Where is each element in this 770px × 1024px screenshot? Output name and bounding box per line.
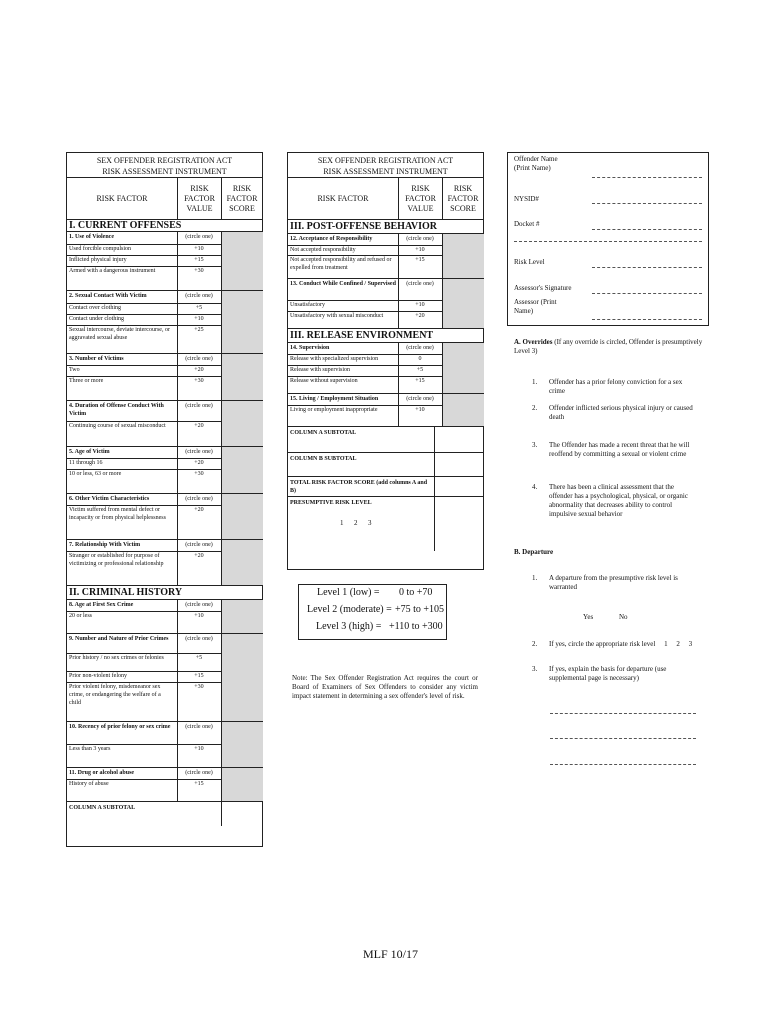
- nysid-field[interactable]: [592, 203, 702, 204]
- score-cell[interactable]: [221, 401, 263, 446]
- risk-item-value[interactable]: +10: [415, 247, 425, 253]
- circle-one-label: (circle one): [185, 293, 213, 299]
- risk-item-label: Unsatisfactory with sexual misconduct: [290, 313, 384, 319]
- risk-item-label: Stranger or established for purpose of victimizing or professional relationship: [69, 553, 164, 567]
- risk-item-value[interactable]: +15: [194, 673, 204, 679]
- level-1-label: Level 1 (low) =: [317, 587, 380, 598]
- col-score: RISK FACTOR SCORE: [221, 178, 262, 219]
- risk-factor-title: 3. Number of Victims: [69, 356, 124, 362]
- offender-info-box: [507, 152, 709, 326]
- risk-item-value[interactable]: +5: [416, 367, 424, 373]
- assessor-signature-field[interactable]: [592, 293, 702, 294]
- right-table-title: [288, 153, 483, 178]
- risk-item-value[interactable]: +20: [194, 367, 204, 373]
- risk-factor-title: 14. Supervision: [290, 345, 330, 351]
- form-title-line1: SEX OFFENDER REGISTRATION ACT: [96, 156, 233, 165]
- col-a-subtotal-label: COLUMN A SUBTOTAL: [290, 430, 357, 436]
- risk-item-value[interactable]: +5: [195, 305, 203, 311]
- risk-item-label: Sexual intercourse, deviate intercourse, or aggravated sexual abuse: [69, 327, 170, 341]
- risk-item-value[interactable]: +25: [194, 327, 204, 333]
- col-b-subtotal-cell[interactable]: [434, 453, 483, 476]
- risk-item-label: Three or more: [69, 378, 104, 384]
- assessor-signature-label: Assessor's Signature: [514, 284, 572, 292]
- departure-text: If yes, explain the basis for departure (use supplemental page is necessary): [549, 665, 669, 682]
- score-cell[interactable]: [442, 279, 484, 328]
- risk-factor-title: 4. Duration of Offense Conduct With Victim: [69, 403, 164, 417]
- form-footer: MLF 10/17: [363, 947, 419, 961]
- risk-factor-group: [67, 600, 262, 634]
- circle-one-label: (circle one): [406, 236, 434, 242]
- level-2-label: Level 2 (moderate) =: [307, 604, 392, 615]
- risk-factor-group: [67, 768, 262, 802]
- score-cell[interactable]: [442, 234, 484, 278]
- risk-item-label: Contact under clothing: [69, 316, 124, 322]
- risk-item-value[interactable]: +15: [415, 257, 425, 263]
- risk-factor-group: [288, 279, 483, 329]
- risk-item-value[interactable]: +15: [194, 781, 204, 787]
- left-subtotal-cell[interactable]: [221, 802, 262, 826]
- risk-item-label: Release with supervision: [290, 367, 350, 373]
- risk-item-value[interactable]: +10: [194, 613, 204, 619]
- circle-one-label: (circle one): [406, 396, 434, 402]
- right-body-post-offense: [288, 234, 483, 329]
- risk-item-value[interactable]: +10: [415, 407, 425, 413]
- circle-one-label: (circle one): [185, 449, 213, 455]
- risk-factor-title: 9. Number and Nature of Prior Crimes: [69, 636, 169, 642]
- departure-yes[interactable]: Yes: [583, 613, 594, 621]
- risk-item-label: Continuing course of sexual misconduct: [69, 423, 166, 429]
- offender-name-label: Offender Name (Print Name): [514, 155, 558, 172]
- risk-item-label: History of abuse: [69, 781, 109, 787]
- risk-item-value[interactable]: +15: [415, 378, 425, 384]
- risk-item-label: Armed with a dangerous instrument: [69, 268, 156, 274]
- right-body-release: [288, 343, 483, 427]
- circle-one-label: (circle one): [185, 636, 213, 642]
- risk-factor-title: 15. Living / Employment Situation: [290, 396, 379, 402]
- departure-no[interactable]: No: [619, 613, 628, 621]
- risk-factor-group: [67, 354, 262, 401]
- override-text: There has been a clinical assessment that the offender has a psychological, physical, or organic abnormality that decreases ability to control impulsive sexual behavior: [549, 483, 688, 518]
- risk-factor-title: 2. Sexual Contact With Victim: [69, 293, 147, 299]
- risk-item-label: Not accepted responsibility: [290, 247, 356, 253]
- risk-item-value[interactable]: +10: [194, 316, 204, 322]
- docket-label: Docket #: [514, 220, 540, 228]
- risk-item-label: Not accepted responsibility and refused or expelled from treatment: [290, 257, 392, 271]
- score-cell[interactable]: [221, 634, 263, 721]
- risk-item-label: Victim suffered from mental defect or incapacity or from physical helplessness: [69, 507, 166, 521]
- risk-item-label: Unsatisfactory: [290, 302, 325, 308]
- col-score-r: RISK FACTOR SCORE: [442, 178, 483, 219]
- presumptive-cell: [288, 497, 434, 551]
- presumptive-row: [288, 497, 483, 551]
- section-current-offenses: I. CURRENT OFFENSES: [67, 220, 262, 232]
- override-number[interactable]: 2.: [532, 404, 538, 412]
- risk-factor-title: 6. Other Victim Characteristics: [69, 496, 150, 502]
- risk-item-label: Inflicted physical injury: [69, 257, 127, 263]
- risk-item-value[interactable]: +10: [194, 246, 204, 252]
- assessor-name-label: Assessor (Print Name): [514, 298, 557, 315]
- circle-one-label: (circle one): [185, 602, 213, 608]
- col-value-r: RISK FACTOR VALUE: [398, 178, 442, 219]
- assessor-name-field[interactable]: [592, 319, 702, 320]
- circle-one-label: (circle one): [185, 496, 213, 502]
- risk-item-value[interactable]: +30: [194, 471, 204, 477]
- level-2-range: +75 to +105: [395, 604, 445, 615]
- risk-item-label: Living or employment inappropriate: [290, 407, 378, 413]
- circle-one-label: (circle one): [185, 356, 213, 362]
- risk-item-value[interactable]: +20: [194, 423, 204, 429]
- risk-factor-group: [67, 634, 262, 722]
- risk-item-value[interactable]: +20: [194, 553, 204, 559]
- override-text: The Offender has made a recent threat that he will reoffend by committing a sexual or violent crime: [549, 441, 690, 458]
- right-risk-table: [287, 152, 484, 570]
- col-risk-factor-r: RISK FACTOR: [317, 193, 369, 203]
- risk-factor-title: 5. Age of Victim: [69, 449, 110, 455]
- explain-line-3[interactable]: [550, 764, 696, 765]
- section-post-offense: III. POST-OFFENSE BEHAVIOR: [288, 220, 483, 234]
- total-score-cell[interactable]: [434, 477, 483, 496]
- risk-item-label: Release with specialized supervision: [290, 356, 379, 362]
- risk-level-field[interactable]: [592, 267, 702, 268]
- note-text: Note: The Sex Offender Registration Act requires the court or Board of Examiners of Sex Offenders to consider any victim impact statement in determining a sex offender's level of risk.: [292, 674, 478, 700]
- risk-item-value[interactable]: +5: [195, 655, 203, 661]
- risk-item-label: Prior non-violent felony: [69, 673, 127, 679]
- risk-item-value[interactable]: +30: [194, 378, 204, 384]
- score-cell[interactable]: [221, 447, 263, 493]
- risk-factor-group: [67, 494, 262, 540]
- circle-one-label: (circle one): [185, 770, 213, 776]
- presumptive-level-options[interactable]: 1 2 3: [340, 519, 372, 527]
- risk-factor-title: 13. Conduct While Confined / Supervised: [290, 281, 396, 287]
- departure-number: 2.: [532, 640, 538, 648]
- circle-one-label: (circle one): [185, 724, 213, 730]
- score-cell[interactable]: [221, 540, 263, 585]
- override-text: Offender inflicted serious physical injury or caused death: [549, 404, 693, 421]
- left-subtotal-label: COLUMN A SUBTOTAL: [69, 805, 136, 811]
- explain-line-1[interactable]: [550, 713, 696, 714]
- risk-level-label: Risk Level: [514, 258, 545, 266]
- risk-item-value[interactable]: +20: [415, 313, 425, 319]
- risk-factor-group: [67, 291, 262, 354]
- explain-line-2[interactable]: [550, 738, 696, 739]
- total-score-label: TOTAL RISK FACTOR SCORE (add columns A and B): [290, 480, 428, 494]
- risk-item-value[interactable]: 0: [418, 356, 422, 362]
- right-col-b-subtotal: [288, 453, 483, 477]
- risk-factor-group: [288, 234, 483, 279]
- offender-name-field[interactable]: [592, 177, 702, 178]
- total-score-row: [288, 477, 483, 497]
- risk-factor-group: [67, 401, 262, 447]
- overrides-head-text: (If any override is circled, Offender is presumptively Level 3): [514, 338, 703, 355]
- risk-factor-title: 10. Recency of prior felony or sex crime: [69, 724, 171, 730]
- nysid-label: NYSID#: [514, 195, 539, 203]
- risk-item-label: Prior violent felony, misdemeanor sex crime, or endangering the welfare of a child: [69, 684, 161, 706]
- score-cell[interactable]: [442, 343, 484, 393]
- level-3-range: +110 to +300: [389, 621, 443, 632]
- score-cell[interactable]: [221, 354, 263, 400]
- risk-item-label: 10 or less, 63 or more: [69, 471, 122, 477]
- risk-item-value[interactable]: +10: [415, 302, 425, 308]
- level-3-label: Level 3 (high) =: [316, 621, 382, 632]
- override-number[interactable]: 1.: [532, 378, 538, 386]
- score-cell[interactable]: [221, 768, 263, 801]
- risk-item-label: 20 or less: [69, 613, 92, 619]
- left-column-headers: [67, 178, 262, 220]
- risk-factor-title: 7. Relationship With Victim: [69, 542, 141, 548]
- score-cell[interactable]: [221, 600, 263, 633]
- section-release-env: III. RELEASE ENVIRONMENT: [288, 329, 483, 343]
- departure-number: 3.: [532, 665, 538, 673]
- circle-one-label: (circle one): [406, 345, 434, 351]
- risk-item-value[interactable]: +15: [194, 257, 204, 263]
- circle-one-label: (circle one): [406, 281, 434, 287]
- risk-item-value[interactable]: +30: [194, 268, 204, 274]
- risk-item-value[interactable]: +20: [194, 507, 204, 513]
- risk-factor-title: 11. Drug or alcohol abuse: [69, 770, 135, 776]
- right-column-headers: [288, 178, 483, 220]
- left-risk-table: [66, 152, 263, 847]
- override-text: Offender has a prior felony conviction for a sex crime: [549, 378, 683, 395]
- overrides-heading: [514, 338, 704, 356]
- overrides-head-bold: A. Overrides: [514, 338, 553, 346]
- risk-item-label: 11 through 16: [69, 460, 103, 466]
- risk-factor-group: [67, 722, 262, 768]
- col-value: RISK FACTOR VALUE: [177, 178, 221, 219]
- left-table-body: [67, 232, 262, 826]
- circle-one-label: (circle one): [185, 542, 213, 548]
- col-b-subtotal-label: COLUMN B SUBTOTAL: [290, 456, 357, 462]
- risk-item-value[interactable]: +10: [194, 746, 204, 752]
- score-cell[interactable]: [221, 494, 263, 539]
- right-title-line2: RISK ASSESSMENT INSTRUMENT: [323, 167, 448, 176]
- score-cell[interactable]: [221, 291, 263, 353]
- col-a-subtotal-cell[interactable]: [434, 427, 483, 452]
- presumptive-label: PRESUMPTIVE RISK LEVEL: [290, 500, 372, 506]
- risk-item-label: Release without supervision: [290, 378, 358, 384]
- risk-factor-group: [67, 447, 262, 494]
- risk-factor-group: [288, 343, 483, 394]
- left-col-a-subtotal: [67, 802, 262, 826]
- risk-item-value[interactable]: +20: [194, 460, 204, 466]
- risk-item-label: Two: [69, 367, 80, 373]
- score-cell[interactable]: [221, 722, 263, 767]
- departure-text: A departure from the presumptive risk level is warranted: [549, 574, 680, 591]
- risk-factor-group: [67, 232, 262, 291]
- col-risk-factor: RISK FACTOR: [96, 193, 148, 203]
- risk-item-label: Used forcible compulsion: [69, 246, 131, 252]
- left-table-title: [67, 153, 262, 178]
- departure-number: 1.: [532, 574, 538, 582]
- override-number[interactable]: 3.: [532, 441, 538, 449]
- form-title-line2: RISK ASSESSMENT INSTRUMENT: [102, 167, 227, 176]
- score-cell[interactable]: [221, 232, 263, 290]
- presumptive-score-cell: [434, 497, 483, 551]
- score-cell[interactable]: [442, 394, 484, 426]
- risk-factor-title: 12. Acceptance of Responsibility: [290, 236, 373, 242]
- risk-item-label: Less than 3 years: [69, 746, 111, 752]
- risk-factor-title: 8. Age at First Sex Crime: [69, 602, 134, 608]
- right-col-a-subtotal: [288, 427, 483, 453]
- risk-factor-group: [67, 540, 262, 586]
- levels-box: [298, 584, 447, 640]
- risk-factor-title: 1. Use of Violence: [69, 234, 114, 240]
- risk-item-value[interactable]: +30: [194, 684, 204, 690]
- departure-text: If yes, circle the appropriate risk level 1 2 3: [549, 640, 693, 648]
- circle-one-label: (circle one): [185, 234, 213, 240]
- override-number[interactable]: 4.: [532, 483, 538, 491]
- docket-field[interactable]: [592, 229, 702, 230]
- risk-factor-group: [288, 394, 483, 427]
- right-title-line1: SEX OFFENDER REGISTRATION ACT: [317, 156, 454, 165]
- risk-item-label: Contact over clothing: [69, 305, 121, 311]
- level-1-range: 0 to +70: [399, 587, 433, 598]
- divider-line: [514, 241, 702, 242]
- departure-heading: B. Departure: [514, 548, 554, 556]
- circle-one-label: (circle one): [185, 403, 213, 409]
- section-criminal-history: II. CRIMINAL HISTORY: [67, 586, 262, 600]
- risk-item-label: Prior history / no sex crimes or felonies: [69, 655, 164, 661]
